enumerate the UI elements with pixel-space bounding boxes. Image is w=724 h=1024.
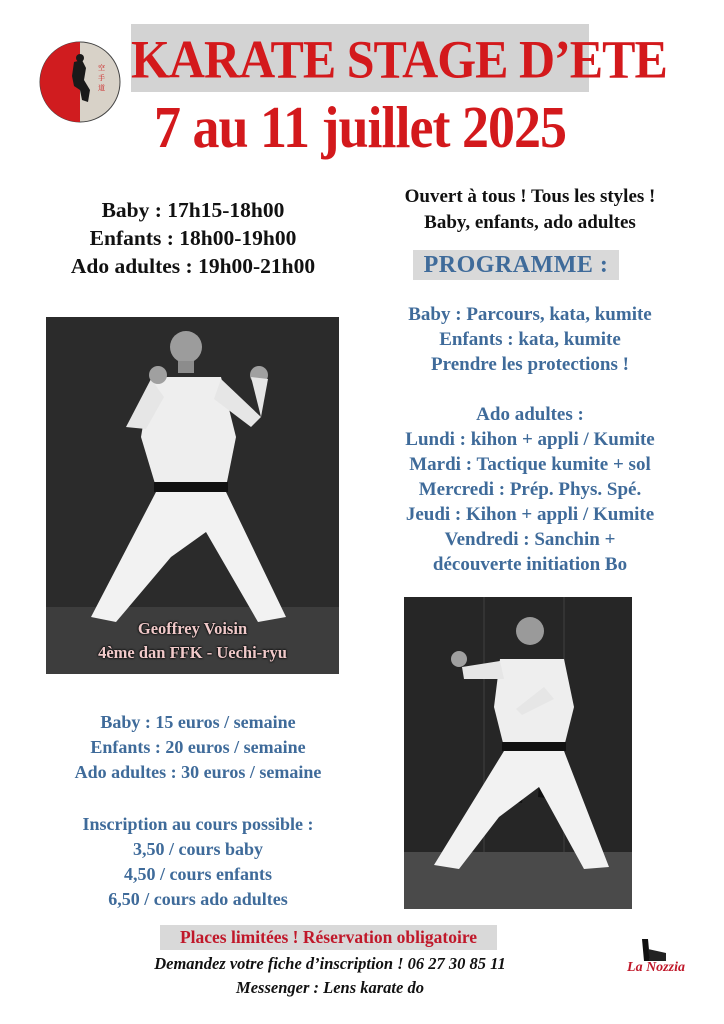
page-title: KARATE STAGE D’ETE (131, 29, 667, 90)
contact-block (80, 952, 580, 1000)
svg-text:道: 道 (98, 84, 105, 92)
inscription-line: 6,50 / cours ado adultes (108, 889, 288, 909)
svg-text:手: 手 (98, 74, 105, 82)
instructor-photo-2 (404, 597, 632, 909)
event-dates: 7 au 11 juillet 2025 (153, 94, 567, 161)
contact-line: Demandez votre fiche d’inscription ! 06 27 30 85 11 (154, 954, 506, 973)
programme-line: Baby : Parcours, kata, kumite (408, 304, 652, 325)
intro-block (360, 184, 700, 236)
schedule-line: Baby : 17h15-18h00 (101, 198, 285, 222)
instructor-caption (46, 617, 339, 665)
programme-line: Mercredi : Prép. Phys. Spé. (418, 479, 642, 500)
inscription-line: 3,50 / cours baby (132, 839, 264, 859)
places-notice: Places limitées ! Réservation obligatoire (179, 927, 478, 947)
svg-text:空: 空 (98, 64, 105, 72)
programme-ado (350, 402, 710, 577)
programme-line: Lundi : kihon + appli / Kumite (405, 429, 655, 450)
programme-line: Jeudi : Kihon + appli / Kumite (405, 504, 655, 525)
schedule-line: Enfants : 18h00-19h00 (89, 226, 297, 250)
instructor-name: Geoffrey Voisin (137, 619, 248, 638)
programme-line: Ado adultes : (476, 404, 584, 425)
programme-title: PROGRAMME : (423, 252, 609, 278)
price-line: Baby : 15 euros / semaine (100, 712, 296, 732)
contact-line: Messenger : Lens karate do (236, 978, 424, 997)
inscription-line: Inscription au cours possible : (82, 814, 314, 834)
instructor-rank: 4ème dan FFK - Uechi-ryu (98, 643, 287, 662)
programme-line: Enfants : kata, kumite (439, 329, 621, 350)
prices-block (38, 710, 358, 785)
inscription-line: 4,50 / cours enfants (124, 864, 272, 884)
brand-name: La Nozzia (627, 960, 685, 975)
inscription-block (38, 812, 358, 912)
schedule-block (38, 196, 348, 280)
programme-line: Mardi : Tactique kumite + sol (409, 454, 651, 475)
price-line: Enfants : 20 euros / semaine (90, 737, 306, 757)
intro-line: Ouvert à tous ! Tous les styles ! (404, 186, 656, 207)
programme-line: découverte initiation Bo (432, 554, 628, 575)
price-line: Ado adultes : 30 euros / semaine (74, 762, 322, 782)
programme-line: Vendredi : Sanchin + (444, 529, 616, 550)
programme-line: Prendre les protections ! (431, 354, 629, 375)
intro-line: Baby, enfants, ado adultes (424, 212, 636, 233)
schedule-line: Ado adultes : 19h00-21h00 (70, 254, 316, 278)
programme-kids (360, 302, 700, 377)
